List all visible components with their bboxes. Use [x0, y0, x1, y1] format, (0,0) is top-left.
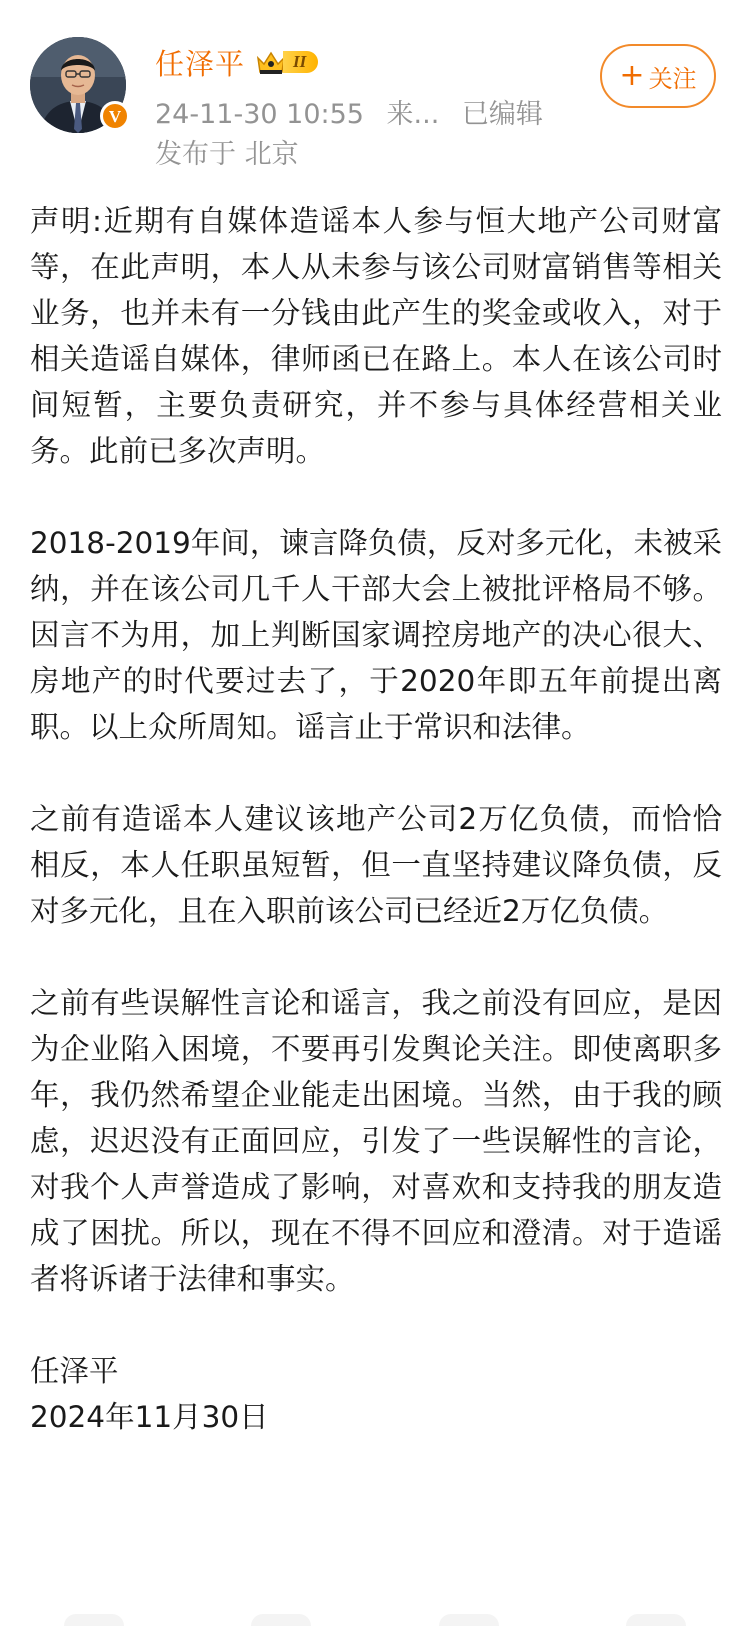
member-level: II [283, 51, 318, 73]
post-header [0, 0, 750, 180]
plus-icon: + [619, 58, 645, 93]
bottom-toolbar-edge [0, 1614, 750, 1626]
signature-date: 2024年11月30日 [30, 1400, 269, 1434]
toolbar-edge-shape [251, 1614, 311, 1626]
toolbar-edge-shape [439, 1614, 499, 1626]
post-source[interactable]: 来... [386, 99, 440, 130]
follow-button[interactable] [600, 44, 716, 108]
post-paragraph: 之前有些误解性言论和谣言，我之前没有回应，是因为企业陷入困境，不要再引发舆论关注。即使离职多年，我仍然希望企业能走出困境。当然，由于我的顾虑，迟迟没有正面回应，引发了一些误解性的言论，对我个人声誉造成了影响，对喜欢和支持我的朋友造成了困扰。所以，现在不得不回应和澄清。对于造谣者将诉诸于法律和事实。 [30, 986, 722, 1296]
edited-label[interactable]: 已编辑 [461, 99, 543, 130]
member-badge[interactable] [255, 48, 318, 76]
toolbar-edge-shape [64, 1614, 124, 1626]
post-paragraph: 2018-2019年间，谏言降负债，反对多元化，未被采纳，并在该公司几千人干部大会上被批评格局不够。因言不为用，加上判断国家调控房地产的决心很大、房地产的时代要过去了，于2020年即五年前提出离职。以上众所周知。谣言止于常识和法律。 [30, 526, 722, 744]
post-location: 发布于 北京 [155, 139, 299, 170]
post-timestamp: 24-11-30 10:55 [155, 99, 364, 130]
avatar[interactable] [30, 37, 126, 133]
author-name-row [155, 40, 318, 84]
signature-name: 任泽平 [30, 1354, 119, 1388]
post-body [30, 198, 722, 1440]
post-paragraph: 声明:近期有自媒体造谣本人参与恒大地产公司财富等，在此声明，本人从未参与该公司财富销售等相关业务，也并未有一分钱由此产生的奖金或收入，对于相关造谣自媒体，律师函已在路上。本人在该公司时间短暂，主要负责研究，并不参与具体经营相关业务。此前已多次声明。 [30, 204, 722, 468]
follow-button-label: 关注 [648, 64, 697, 93]
post-paragraph: 之前有造谣本人建议该地产公司2万亿负债，而恰恰相反，本人任职虽短暂，但一直坚持建议降负债，反对多元化，且在入职前该公司已经近2万亿负债。 [30, 802, 722, 928]
toolbar-edge-shape [626, 1614, 686, 1626]
post-meta-line [155, 92, 543, 131]
verified-v-icon: V [100, 101, 130, 131]
author-name[interactable]: 任泽平 [155, 46, 246, 81]
